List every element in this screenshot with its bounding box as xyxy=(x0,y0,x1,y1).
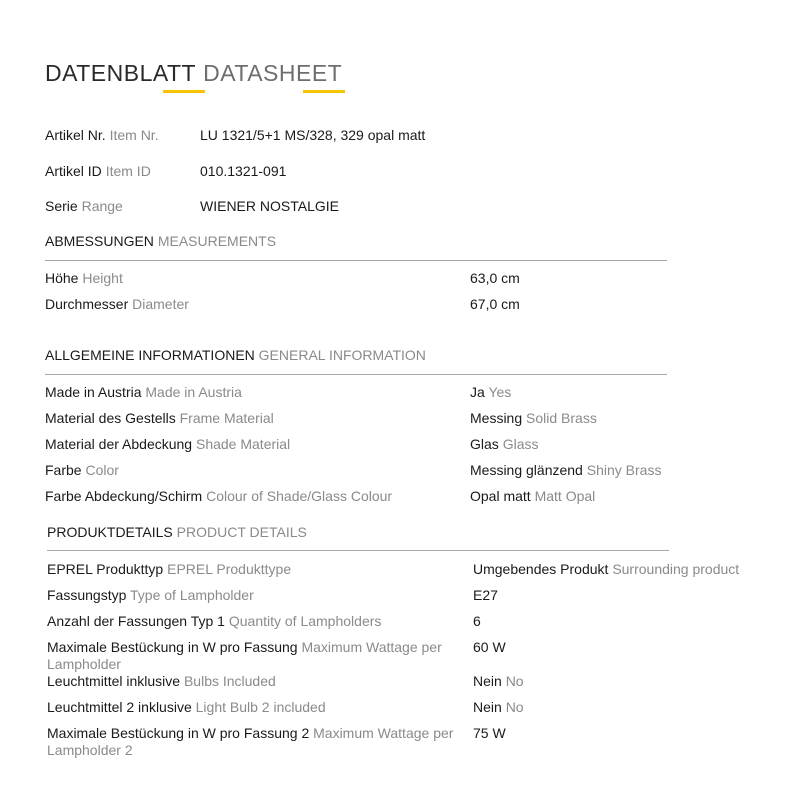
value-en: Surrounding product xyxy=(612,561,740,577)
general-heading-en: GENERAL INFORMATION xyxy=(258,347,426,363)
label-en: EPREL Produkttype xyxy=(167,561,292,577)
general-row-value xyxy=(470,410,790,427)
general-row-label xyxy=(45,410,465,427)
general-heading xyxy=(45,347,426,363)
measurement-row-label xyxy=(45,296,465,313)
value-de: Ja xyxy=(470,384,485,400)
value-en: No xyxy=(505,673,524,689)
label-de: Farbe Abdeckung/Schirm xyxy=(45,488,203,504)
general-row-value xyxy=(470,488,790,505)
item-id-label-de: Artikel ID xyxy=(45,163,102,179)
measurements-heading-de: ABMESSUNGEN xyxy=(45,233,154,249)
value-de: Glas xyxy=(470,436,499,452)
label-de: Leuchtmittel 2 inklusive xyxy=(47,699,192,715)
general-row-label xyxy=(45,462,465,479)
range-label-en: Range xyxy=(81,198,123,214)
general-heading-de: ALLGEMEINE INFORMATIONEN xyxy=(45,347,255,363)
value-en: Solid Brass xyxy=(526,410,597,426)
value-en: No xyxy=(505,699,524,715)
general-row-label xyxy=(45,436,465,453)
value-en: Yes xyxy=(488,384,512,400)
item-id-label-en: Item ID xyxy=(105,163,151,179)
label-de: Made in Austria xyxy=(45,384,142,400)
value-de: 6 xyxy=(473,613,481,629)
item-nr-label-en: Item Nr. xyxy=(109,127,159,143)
item-id-value: 010.1321-091 xyxy=(200,163,287,179)
label-de: Maximale Bestückung in W pro Fassung 2 xyxy=(47,725,310,741)
label-en: Light Bulb 2 included xyxy=(195,699,326,715)
product-row-value xyxy=(473,587,793,604)
title-de: DATENBLATT xyxy=(45,60,197,86)
product-heading xyxy=(47,524,307,540)
product-heading-en: PRODUCT DETAILS xyxy=(176,524,307,540)
product-row-value xyxy=(473,699,793,716)
value-de: Messing glänzend xyxy=(470,462,583,478)
label-en: Type of Lampholder xyxy=(130,587,254,603)
measurement-row-value: 67,0 cm xyxy=(470,296,520,312)
label-en: Bulbs Included xyxy=(183,673,276,689)
value-en: Matt Opal xyxy=(534,488,596,504)
product-row-label xyxy=(47,613,467,630)
value-de: E27 xyxy=(473,587,498,603)
measurements-heading-en: MEASUREMENTS xyxy=(157,233,277,249)
product-heading-de: PRODUKTDETAILS xyxy=(47,524,173,540)
label-de: EPREL Produkttyp xyxy=(47,561,164,577)
value-de: Opal matt xyxy=(470,488,531,504)
general-divider xyxy=(45,374,667,375)
label-en: Made in Austria xyxy=(145,384,242,400)
value-de: Nein xyxy=(473,699,502,715)
label-en: Shade Material xyxy=(195,436,291,452)
label-de: Anzahl der Fassungen Typ 1 xyxy=(47,613,225,629)
measurements-heading xyxy=(45,233,276,249)
product-row-label xyxy=(47,699,467,716)
value-de: Nein xyxy=(473,673,502,689)
measurements-divider xyxy=(45,260,667,261)
label-de: Maximale Bestückung in W pro Fassung xyxy=(47,639,298,655)
label-en: Colour of Shade/Glass Colour xyxy=(206,488,393,504)
value-de: Umgebendes Produkt xyxy=(473,561,609,577)
measurement-row-label xyxy=(45,270,465,287)
label-de: Höhe xyxy=(45,270,79,286)
label-en: Color xyxy=(85,462,119,478)
value-de: 60 W xyxy=(473,639,506,655)
label-en: Height xyxy=(82,270,123,286)
measurement-row-value: 63,0 cm xyxy=(470,270,520,286)
product-divider xyxy=(47,550,669,551)
item-nr-label-de: Artikel Nr. xyxy=(45,127,106,143)
product-row-value xyxy=(473,561,793,578)
item-nr-value: LU 1321/5+1 MS/328, 329 opal matt xyxy=(200,127,426,143)
label-de: Durchmesser xyxy=(45,296,129,312)
product-row-value xyxy=(473,725,793,742)
general-row-value xyxy=(470,462,790,479)
general-row-label xyxy=(45,384,465,401)
value-de: 75 W xyxy=(473,725,506,741)
product-row-label xyxy=(47,639,457,673)
value-en: Glass xyxy=(502,436,539,452)
label-de: Fassungstyp xyxy=(47,587,127,603)
range-value: WIENER NOSTALGIE xyxy=(200,198,339,214)
label-en: Maximum Wattage per Lampholder 2 xyxy=(47,725,454,758)
product-row-label xyxy=(47,587,467,604)
general-row-value xyxy=(470,384,790,401)
label-de: Material des Gestells xyxy=(45,410,176,426)
label-en: Diameter xyxy=(132,296,189,312)
title-en: DATASHEET xyxy=(203,60,343,86)
label-de: Material der Abdeckung xyxy=(45,436,193,452)
general-row-value xyxy=(470,436,790,453)
label-en: Frame Material xyxy=(179,410,274,426)
value-en: Shiny Brass xyxy=(586,462,662,478)
product-row-label xyxy=(47,725,467,759)
label-de: Leuchtmittel inklusive xyxy=(47,673,181,689)
product-row-value xyxy=(473,613,793,630)
general-row-label xyxy=(45,488,465,505)
value-de: Messing xyxy=(470,410,523,426)
page-title xyxy=(45,60,342,87)
product-row-value xyxy=(473,639,793,656)
label-en: Maximum Wattage per Lampholder xyxy=(47,639,442,672)
label-en: Quantity of Lampholders xyxy=(228,613,382,629)
product-row-value xyxy=(473,673,793,690)
product-row-label xyxy=(47,561,467,578)
label-de: Farbe xyxy=(45,462,82,478)
product-row-label xyxy=(47,673,467,690)
range-label-de: Serie xyxy=(45,198,78,214)
